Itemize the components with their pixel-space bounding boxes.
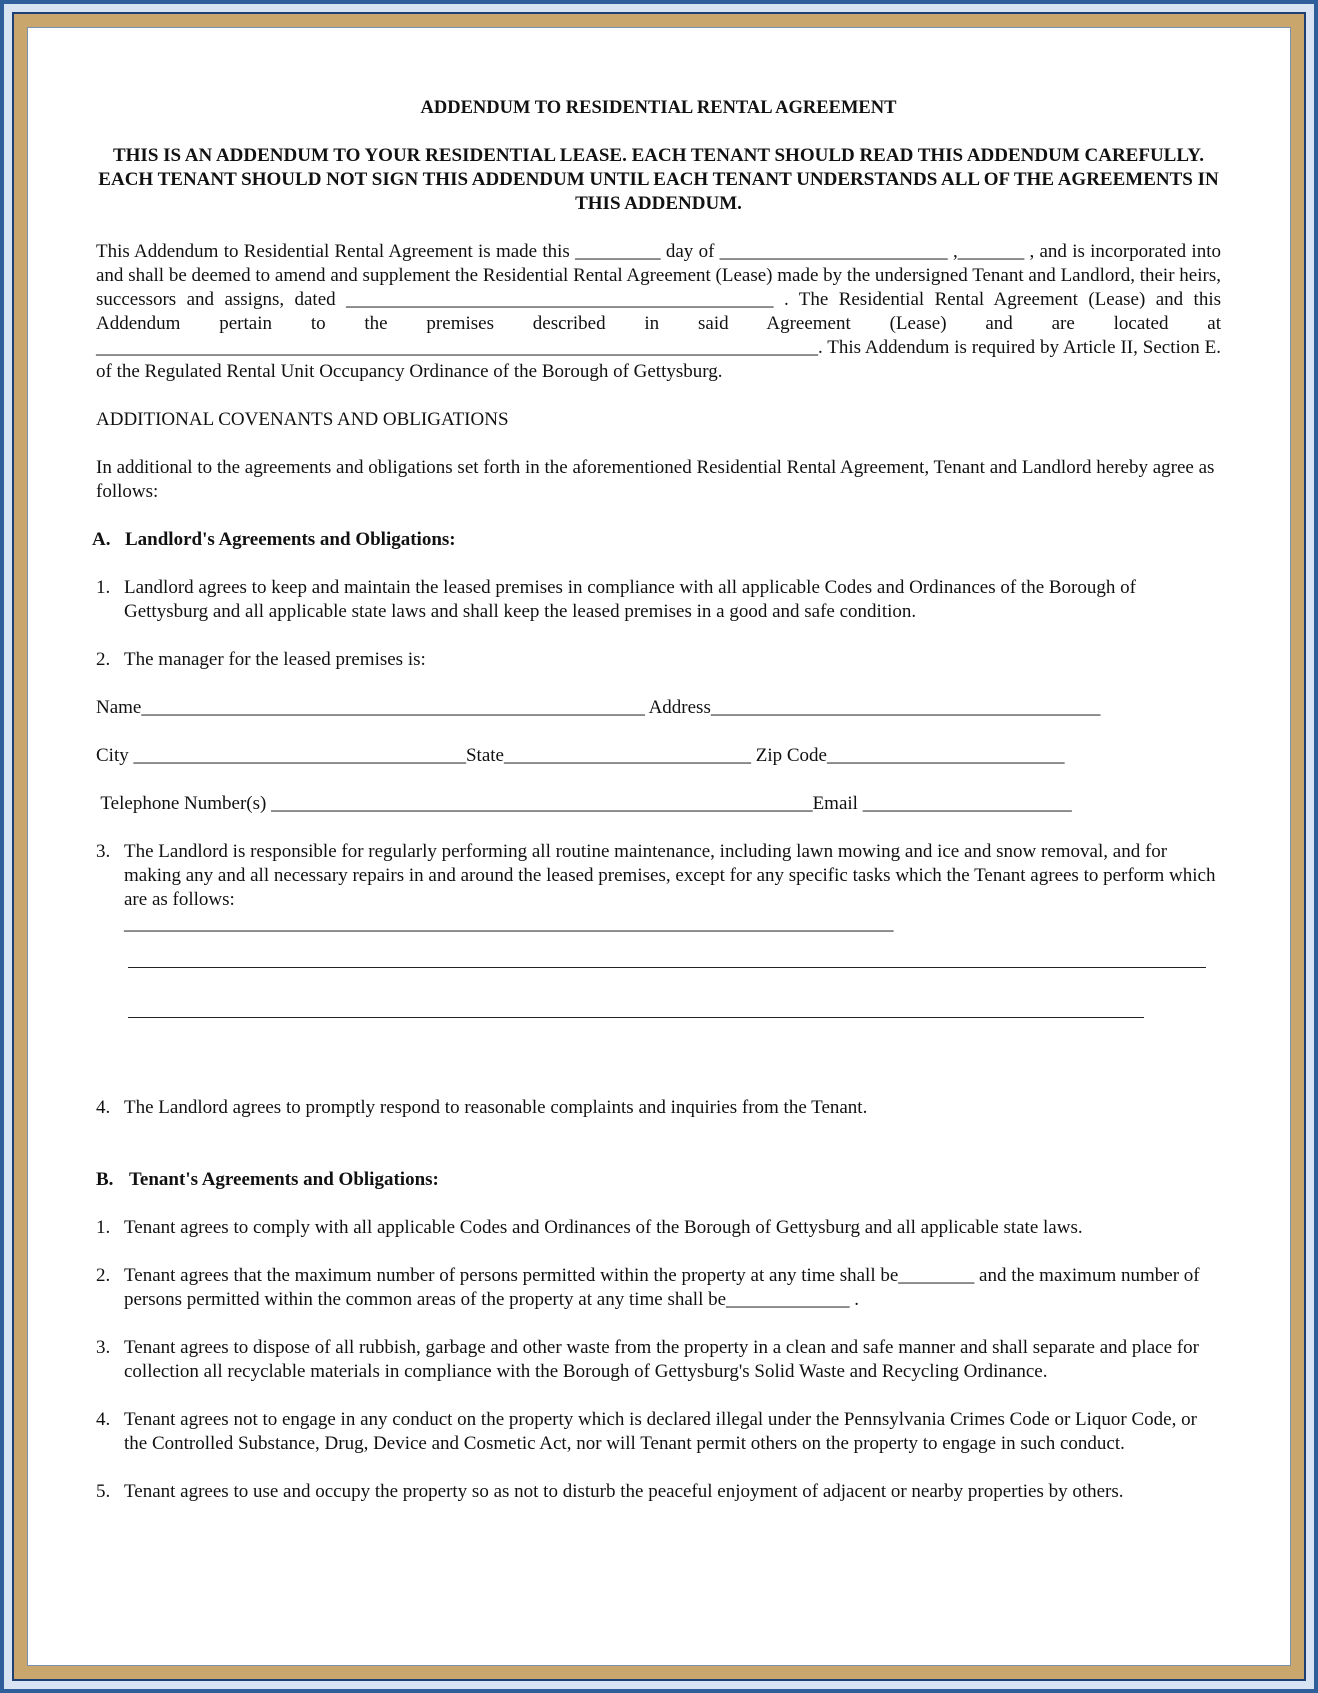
- item-number: 4.: [96, 1097, 111, 1118]
- section-b-item-1: [96, 1216, 1221, 1240]
- section-a-title: Landlord's Agreements and Obligations:: [125, 529, 456, 550]
- item-text: The manager for the leased premises is:: [124, 649, 426, 670]
- section-a-item-2: [96, 648, 1221, 672]
- section-a-letter: A.: [92, 529, 111, 550]
- section-b-letter: B.: [96, 1169, 114, 1190]
- manager-city-state-zip-row[interactable]: City ___________________________________State__________________________ Zip Code_________________________: [96, 745, 1065, 766]
- item-number: 5.: [96, 1481, 111, 1502]
- warning-notice: THIS IS AN ADDENDUM TO YOUR RESIDENTIAL LEASE. EACH TENANT SHOULD READ THIS ADDENDUM CAREFULLY. EACH TENANT SHOULD NOT SIGN THIS ADDENDUM UNTIL EACH TENANT UNDERSTANDS ALL OF THE AGREEMENTS IN THIS ADDENDUM.: [98, 145, 1219, 214]
- item-number: 1.: [96, 577, 111, 598]
- item-number: 3.: [96, 1337, 111, 1358]
- section-b-item-2: [96, 1264, 1221, 1312]
- item-text: Tenant agrees to comply with all applicable Codes and Ordinances of the Borough of Gettysburg and all applicable state laws.: [124, 1217, 1083, 1238]
- manager-name-address-row[interactable]: Name_____________________________________________________ Address_________________________________________: [96, 697, 1101, 718]
- covenants-heading: ADDITIONAL COVENANTS AND OBLIGATIONS: [96, 409, 509, 430]
- section-b-heading: [96, 1168, 1221, 1192]
- section-b-item-4: [96, 1408, 1221, 1456]
- item-text: Tenant agrees to dispose of all rubbish, garbage and other waste from the property in a clean and safe manner and shall separate and place for collection all recyclable materials in compliance with the Borough of Gettysburg's Solid Waste and Recycling Ordinance.: [124, 1337, 1199, 1382]
- section-a-heading: [92, 528, 1221, 552]
- item-text: Tenant agrees not to engage in any conduct on the property which is declared illegal under the Pennsylvania Crimes Code or Liquor Code, or the Controlled Substance, Drug, Device and Cosmetic Act, nor will Tenant permit others on the property to engage in such conduct.: [124, 1409, 1197, 1454]
- intro-paragraph: This Addendum to Residential Rental Agreement is made this _________ day of ________________________ ,_______ , and is incorporated into and shall be deemed to amend and supplement the Residential Rental Agreement (Lease) made by the undersigned Tenant and Landlord, their heirs, successors and assigns, dated _____________________________________________ . The Residential Rental Agreement (Lease) and this Addendum pertain to the premises described in said Agreement (Lease) and are located at ____________________________________________________________________________. This Addendum is required by Article II, Section E. of the Regulated Rental Unit Occupancy Ordinance of the Borough of Gettysburg.: [96, 241, 1221, 382]
- item-text: Tenant agrees that the maximum number of persons permitted within the property at any time shall be________ and the maximum number of persons permitted within the common areas of the property at any time shall be_____________ .: [124, 1265, 1200, 1310]
- item-number: 4.: [96, 1409, 111, 1430]
- document-title: ADDENDUM TO RESIDENTIAL RENTAL AGREEMENT: [420, 98, 897, 118]
- tenant-tasks-blank-1[interactable]: _________________________________________________________________________________: [124, 913, 894, 934]
- covenants-intro: In additional to the agreements and obligations set forth in the aforementioned Residential Rental Agreement, Tenant and Landlord hereby agree as follows:: [96, 457, 1215, 502]
- item-text: The Landlord agrees to promptly respond to reasonable complaints and inquiries from the Tenant.: [124, 1097, 868, 1118]
- section-a-item-3: [96, 840, 1221, 936]
- item-text: The Landlord is responsible for regularly performing all routine maintenance, including lawn mowing and ice and snow removal, and for making any and all necessary repairs in and around the leased premises, except for any specific tasks which the Tenant agrees to perform which are as follows:: [124, 841, 1216, 910]
- section-b-item-5: [96, 1480, 1221, 1504]
- section-b-item-3: [96, 1336, 1221, 1384]
- document-content: [92, 96, 1221, 1528]
- item-number: 3.: [96, 841, 111, 862]
- item-number: 2.: [96, 1265, 111, 1286]
- item-text: Landlord agrees to keep and maintain the leased premises in compliance with all applicable Codes and Ordinances of the Borough of Gettysburg and all applicable state laws and shall keep the leased premises in a good and safe condition.: [124, 577, 1136, 622]
- section-a-item-1: [96, 576, 1221, 624]
- section-a-item-4: [96, 1096, 1221, 1120]
- manager-phone-email-row[interactable]: Telephone Number(s) _________________________________________________________Email ______________________: [96, 793, 1072, 814]
- section-b-title: Tenant's Agreements and Obligations:: [129, 1169, 439, 1190]
- item-number: 1.: [96, 1217, 111, 1238]
- item-text: Tenant agrees to use and occupy the property so as not to disturb the peaceful enjoyment of adjacent or nearby properties by others.: [124, 1481, 1124, 1502]
- item-number: 2.: [96, 649, 111, 670]
